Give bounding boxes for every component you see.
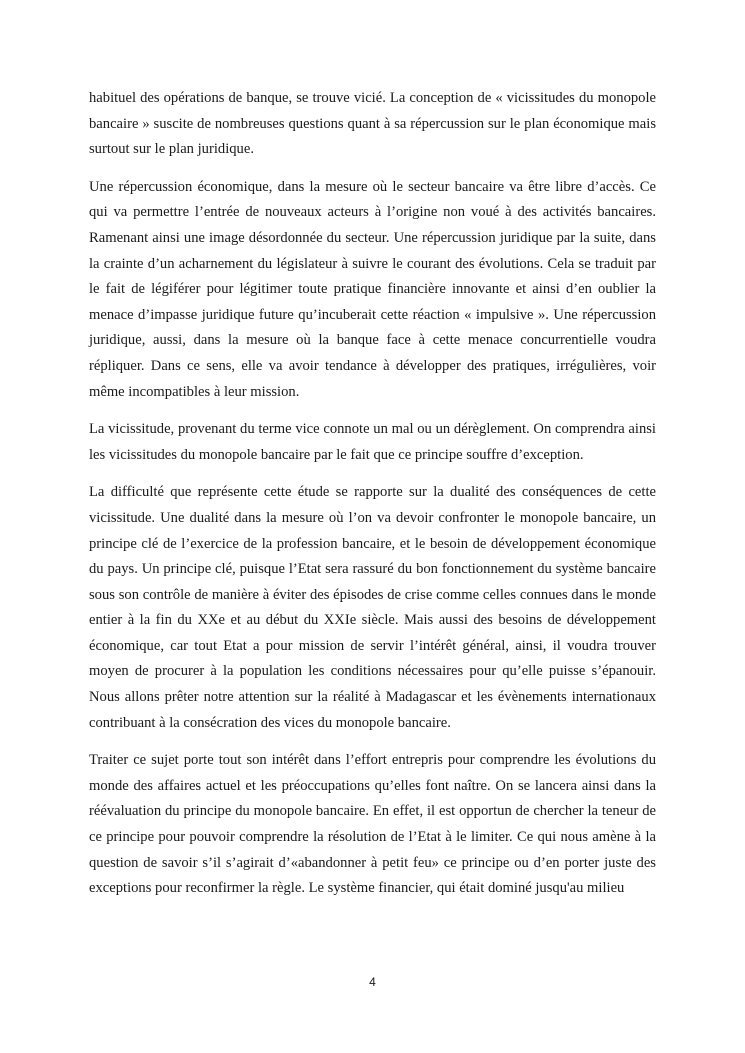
- document-body: [89, 86, 656, 914]
- paragraph-1: habituel des opérations de banque, se trouve vicié. La conception de « vicissitudes du monopole bancaire » suscite de nombreuses questions quant à sa répercussion sur le plan économique mais surtout sur le plan juridique.: [89, 90, 656, 158]
- page-number: 4: [369, 975, 376, 989]
- paragraph-2: Une répercussion économique, dans la mesure où le secteur bancaire va être libre d’accès. Ce qui va permettre l’entrée de nouveaux acteurs à l’origine non voué à des activités bancaires. Ramenant ainsi une image désordonnée du secteur. Une répercussion juridique par la suite, dans la crainte d’un acharnement du législateur à suivre le courant des évolutions. Cela se traduit par le fait de légiférer pour légitimer toute pratique financière innovante et ainsi d’en oublier la menace d’impasse juridique future qu’incuberait cette réaction « impulsive ». Une répercussion juridique, aussi, dans la mesure où la banque face à cette menace concurrentielle voudra répliquer. Dans ce sens, elle va avoir tendance à développer des pratiques, irrégulières, voir même incompatibles à leur mission.: [89, 178, 656, 400]
- paragraph-3: La vicissitude, provenant du terme vice connote un mal ou un dérèglement. On comprendra ainsi les vicissitudes du monopole bancaire par le fait que ce principe souffre d’exception.: [89, 421, 656, 463]
- paragraph-4: La difficulté que représente cette étude se rapporte sur la dualité des conséquences de cette vicissitude. Une dualité dans la mesure où l’on va devoir confronter le monopole bancaire, un principe clé de l’exercice de la profession bancaire, et le besoin de développement économique du pays. Un principe clé, puisque l’Etat sera rassuré du bon fonctionnement du système bancaire sous son contrôle de manière à éviter des épisodes de crise comme celles connues dans le monde entier à la fin du XXe et au début du XXIe siècle. Mais aussi des besoins de développement économique, car tout Etat a pour mission de servir l’intérêt général, ainsi, il voudra trouver moyen de procurer à la population les conditions nécessaires pour qu’elle puisse s’épanouir. Nous allons prêter notre attention sur la réalité à Madagascar et les évènements internationaux contribuant à la consécration des vices du monopole bancaire.: [89, 484, 656, 731]
- paragraph-5: Traiter ce sujet porte tout son intérêt dans l’effort entrepris pour comprendre les évolutions du monde des affaires actuel et les préoccupations qu’elles font naître. On se lancera ainsi dans la réévaluation du principe du monopole bancaire. En effet, il est opportun de chercher la teneur de ce principe pour pouvoir comprendre la résolution de l’Etat à le limiter. Ce qui nous amène à la question de savoir s’il s’agirait d’«abandonner à petit feu» ce principe ou d’en porter juste des exceptions pour reconfirmer la règle. Le système financier, qui était dominé jusqu'au milieu: [89, 752, 656, 897]
